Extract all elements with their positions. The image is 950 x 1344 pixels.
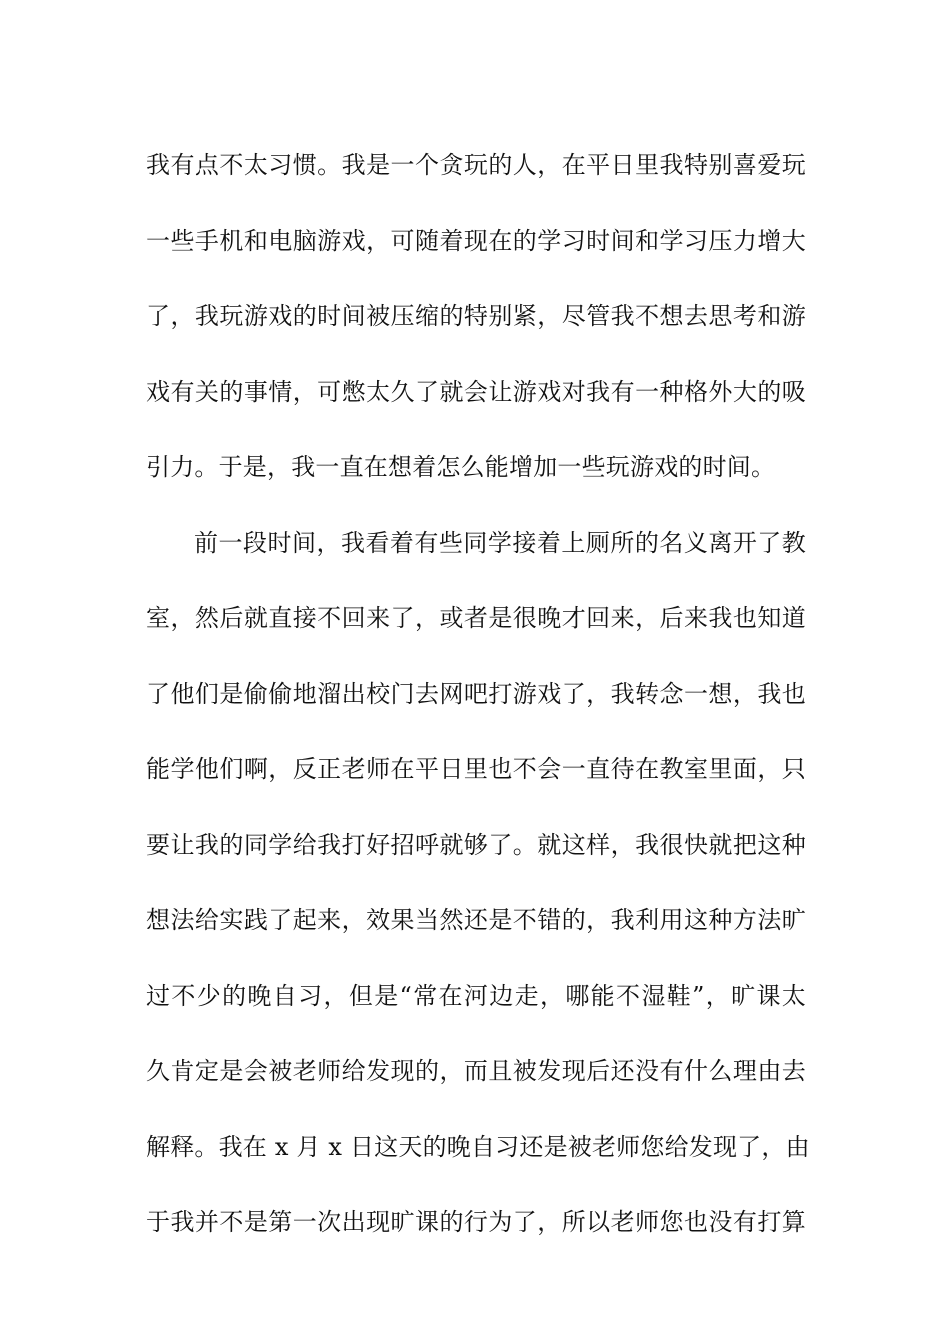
text-line: 了他们是偷偷地溜出校门去网吧打游戏了，我转念一想，我也 [146, 679, 806, 708]
text-line: 能学他们啊，反正老师在平日里也不会一直待在教室里面，只 [146, 755, 806, 783]
text-line: 过不少的晚自习，但是“常在河边走，哪能不湿鞋”，旷课太 [146, 981, 806, 1010]
text-line: 于我并不是第一次出现旷课的行为了，所以老师您也没有打算 [146, 1208, 806, 1236]
text-line: 久肯定是会被老师给发现的，而且被发现后还没有什么理由去 [146, 1057, 806, 1085]
text-line: 室，然后就直接不回来了，或者是很晚才回来，后来我也知道 [146, 604, 806, 632]
text-line: 了，我玩游戏的时间被压缩的特别紧，尽管我不想去思考和游 [146, 302, 806, 330]
body-text [146, 128, 810, 1261]
text-line: 解释。我在 x 月 x 日这天的晚自习还是被老师您给发现了，由 [146, 1132, 810, 1161]
text-line: 想法给实践了起来，效果当然还是不错的，我利用这种方法旷 [146, 906, 806, 934]
text-line: 前一段时间，我看着有些同学接着上厕所的名义离开了教 [194, 528, 806, 557]
text-line: 戏有关的事情，可憋太久了就会让游戏对我有一种格外大的吸 [146, 377, 806, 406]
text-line: 我有点不太习惯。我是一个贪玩的人，在平日里我特别喜爱玩 [146, 151, 806, 179]
text-line: 一些手机和电脑游戏，可随着现在的学习时间和学习压力增大 [146, 226, 806, 255]
text-line: 要让我的同学给我打好招呼就够了。就这样，我很快就把这种 [146, 830, 806, 859]
text-line: 引力。于是，我一直在想着怎么能增加一些玩游戏的时间。 [146, 453, 776, 481]
